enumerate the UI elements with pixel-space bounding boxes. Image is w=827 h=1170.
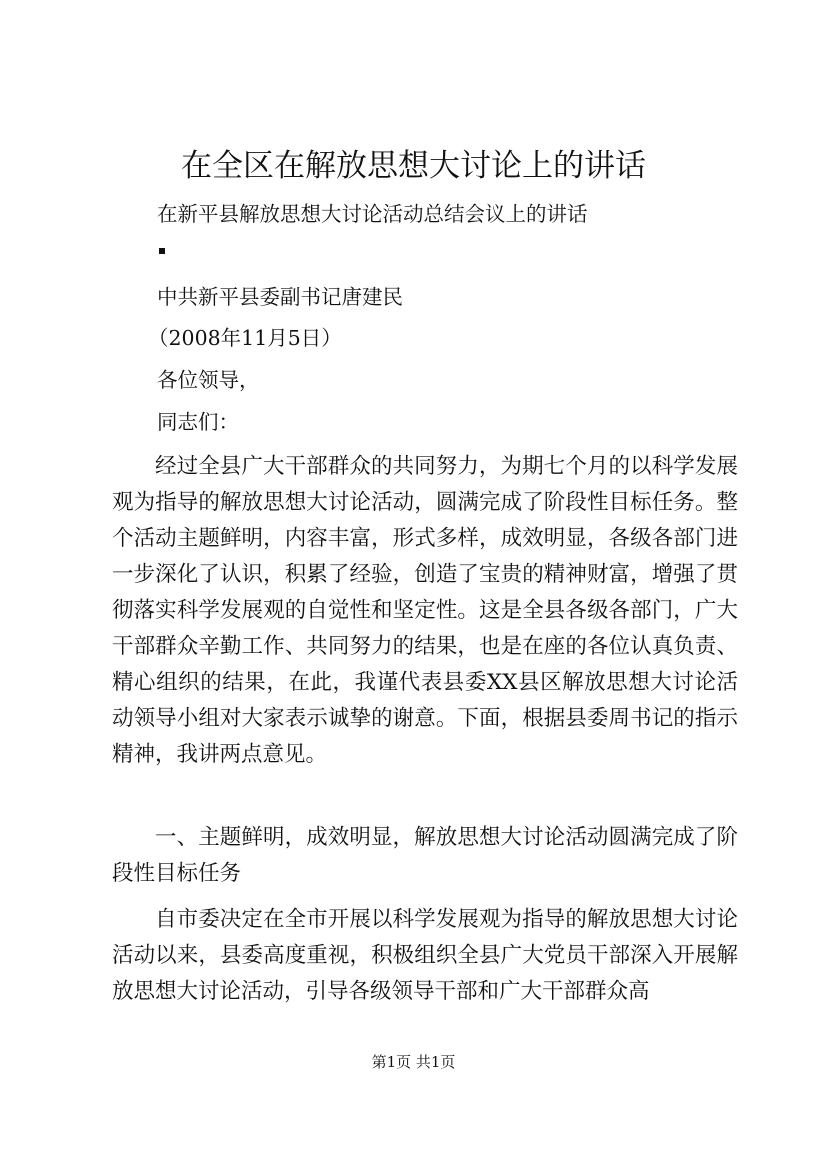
bullet-mark (159, 248, 165, 254)
salutation-comrades: 同志们： (157, 410, 239, 434)
page-footer: 第1页 共1页 (371, 1053, 456, 1071)
document-subtitle: 在新平县解放思想大讨论活动总结会议上的讲话 (157, 202, 588, 226)
paragraph-intro: 经过全县广大干部群众的共同努力，为期七个月的以科学发展观为指导的解放思想大讨论活动，圆满完成了阶段性目标任务。整个活动主题鲜明，内容丰富，形式多样，成效明显，各级各部门进一步深化了认识，积累了经验，创造了宝贵的精神财富，增强了贯彻落实科学发展观的自觉性和坚定性。这是全县各级各部门，广大干部群众辛勤工作、共同努力的结果，也是在座的各位认真负责、精心组织的结果，在此，我谨代表县委XX县区解放思想大讨论活动领导小组对大家表示诚挚的谢意。下面，根据县委周书记的指示精神，我讲两点意见。 (112, 454, 738, 767)
salutation-leaders: 各位领导， (157, 368, 260, 392)
paragraph-section-one: 自市委决定在全市开展以科学发展观为指导的解放思想大讨论活动以来，县委高度重视，积极组织全县广大党员干部深入开展解放思想大讨论活动，引导各级领导干部和广大干部群众高 (112, 907, 738, 1004)
speaker-line: 中共新平县委副书记唐建民 (157, 285, 403, 309)
date-line: （2008年11月5日） (148, 326, 342, 350)
document-title: 在全区在解放思想大讨论上的讲话 (181, 148, 646, 184)
section-heading-one: 一、主题鲜明，成效明显，解放思想大讨论活动圆满完成了阶段性目标任务 (112, 825, 738, 886)
